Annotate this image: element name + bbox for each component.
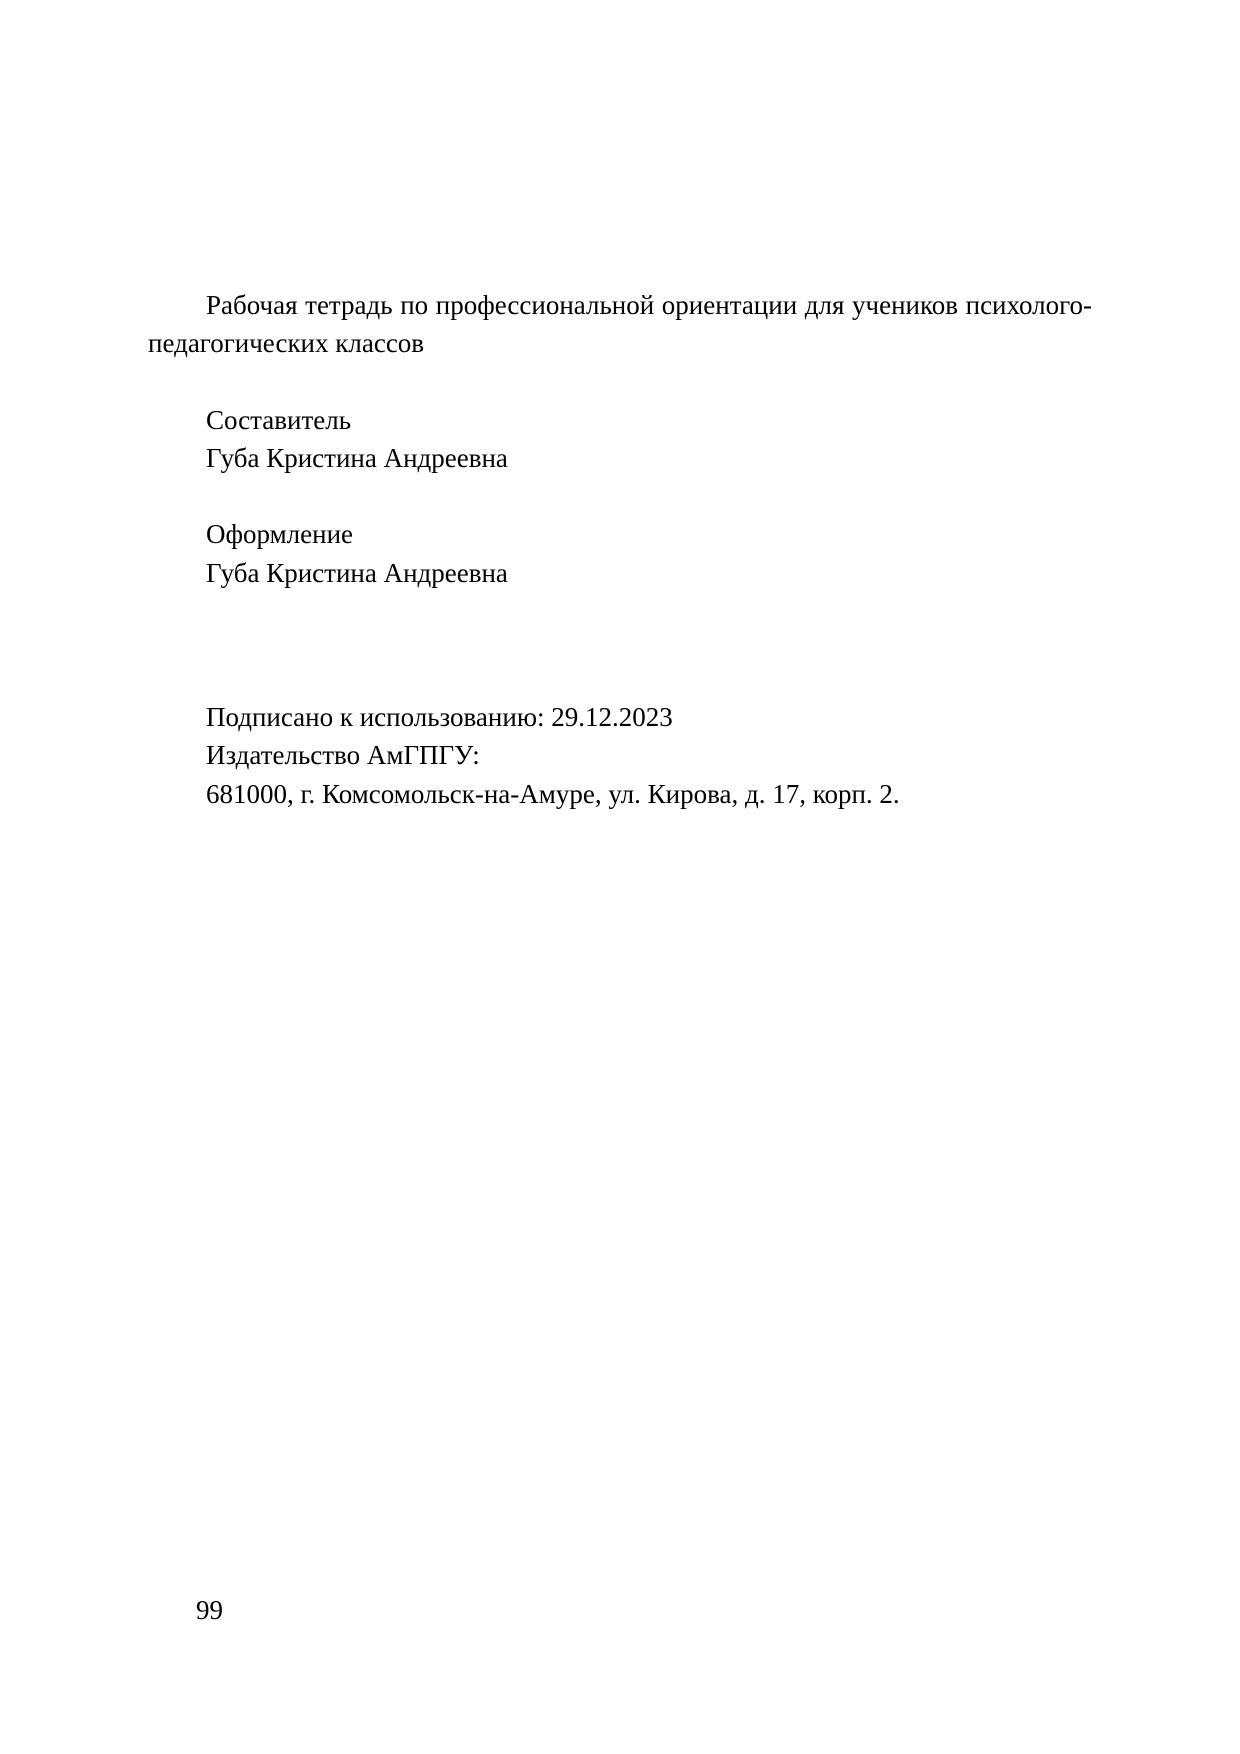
imprint-publisher-line: Издательство АмГПГУ: bbox=[206, 740, 480, 771]
page-content bbox=[148, 286, 1092, 813]
imprint-address-line: 681000, г. Комсомольск-на-Амуре, ул. Кирова, д. 17, корп. 2. bbox=[206, 778, 900, 809]
imprint-block bbox=[148, 698, 1092, 813]
publication-title: Рабочая тетрадь по профессиональной ориентации для учеников психолого-педагогических классов bbox=[148, 290, 1092, 359]
imprint-signed-line: Подписано к использованию: 29.12.2023 bbox=[206, 701, 673, 732]
page-number: 99 bbox=[196, 1595, 223, 1625]
design-name: Губа Кристина Андреевна bbox=[206, 557, 508, 588]
design-block bbox=[148, 515, 1092, 592]
compiler-role-label: Составитель bbox=[206, 404, 352, 435]
compiler-block bbox=[148, 401, 1092, 478]
compiler-name: Губа Кристина Андреевна bbox=[206, 442, 508, 473]
design-role-label: Оформление bbox=[206, 519, 354, 550]
